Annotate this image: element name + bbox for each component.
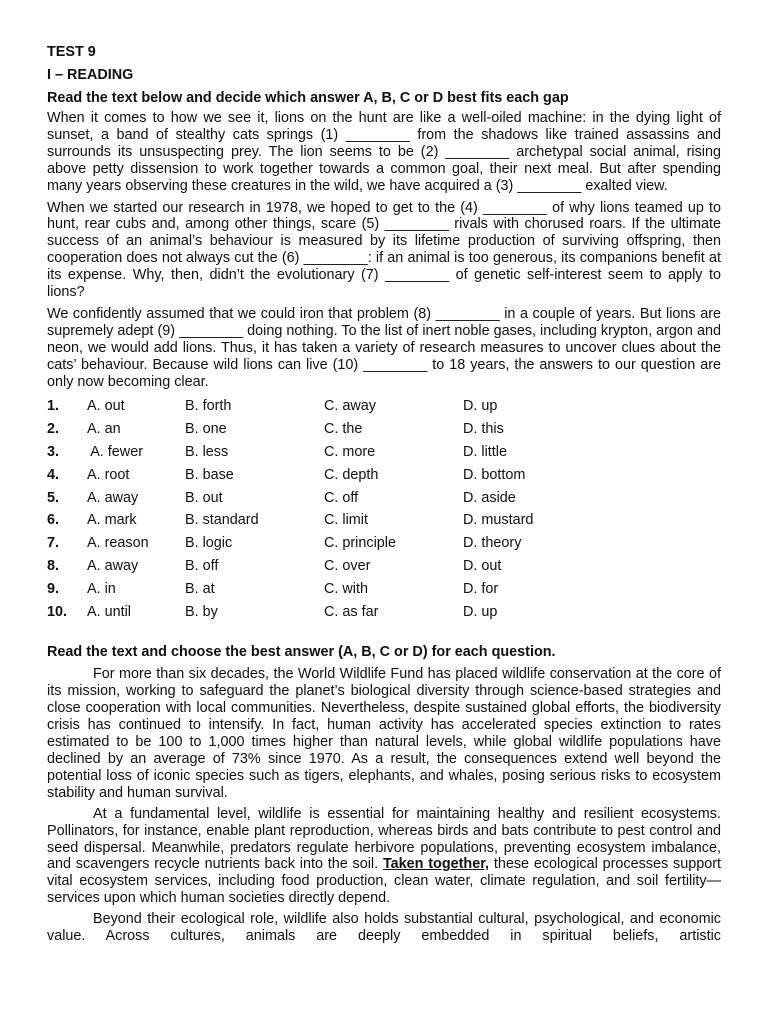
option-a: A. away	[87, 558, 139, 575]
option-a: A. fewer	[87, 444, 143, 461]
question-number: 1.	[47, 398, 60, 415]
article-paragraph: Beyond their ecological role, wildlife also holds substantial cultural, psychological, and economic value. Across cultures, animals are deeply embedded in spiritual beliefs, artistic	[47, 911, 721, 945]
option-c: C. more	[324, 444, 376, 461]
option-d: D. mustard	[463, 512, 534, 529]
question-number: 9.	[47, 580, 60, 597]
option-b: B. standard	[185, 512, 259, 529]
section-title: I – READING	[47, 67, 134, 83]
paragraph-text: At a fundamental level, wildlife is essential for maintaining healthy and resilient ecosystems. Pollinators, for instance, enable plant reproduction, whereas birds and bats contribute to pest control and seed dispersal. Meanwhile, predators regulate herbivore populations, preventing ecosystem imbalance, and scavengers recycle nutrients back into the soil.	[47, 805, 721, 873]
option-b: B. off	[185, 558, 219, 575]
article-paragraph	[47, 806, 721, 907]
option-a: A. until	[87, 603, 131, 620]
option-a: A. away	[87, 489, 139, 506]
option-b: B. one	[185, 421, 227, 438]
test-title: TEST 9	[47, 44, 96, 60]
option-b: B. at	[185, 580, 215, 597]
option-c: C. limit	[324, 512, 368, 529]
option-a: A. mark	[87, 512, 137, 529]
option-d: D. little	[463, 444, 507, 461]
option-b: B. by	[185, 603, 218, 620]
question-row	[47, 418, 583, 441]
part1-instruction: Read the text below and decide which answer A, B, C or D best fits each gap	[47, 90, 569, 106]
option-d: D. for	[463, 580, 499, 597]
emphasized-phrase: Taken together,	[382, 856, 490, 873]
question-row	[47, 487, 583, 510]
option-a: A. out	[87, 398, 125, 415]
question-row	[47, 555, 583, 578]
question-number: 3.	[47, 444, 60, 461]
question-row	[47, 509, 583, 532]
option-a: A. an	[87, 421, 121, 438]
option-d: D. bottom	[463, 466, 526, 483]
question-number: 2.	[47, 421, 60, 438]
question-row	[47, 601, 583, 624]
part2-instruction: Read the text and choose the best answer (A, B, C or D) for each question.	[47, 644, 556, 661]
option-b: B. out	[185, 489, 223, 506]
passage-paragraph: We confidently assumed that we could iron that problem (8) ________ in a couple of years. But lions are supremely adept (9) ________ doing nothing. To the list of inert noble gases, including krypton, argon and neon, we would add lions. Thus, it has taken a variety of research measures to uncover clues about the cats’ behaviour. Because wild lions can live (10) ________ to 18 years, the answers to our question are only now becoming clear.	[47, 305, 721, 390]
question-number: 8.	[47, 558, 60, 575]
answer-options-table	[47, 396, 583, 624]
article-paragraph: For more than six decades, the World Wildlife Fund has placed wildlife conservation at the core of its mission, working to safeguard the planet’s biological diversity through science-based strategies and close cooperation with local communities. Nevertheless, despite sustained global efforts, the biodiversity crisis has continued to intensify. In fact, human activity has accelerated species extinction to rates estimated to be 100 to 1,000 times higher than natural levels, while global wildlife populations have declined by an average of 73% since 1970. As a result, the consequences extend well beyond the potential loss of iconic species such as tigers, elephants, and whales, posing serious risks to ecosystem stability and human survival.	[47, 666, 721, 801]
option-d: D. up	[463, 398, 498, 415]
passage-paragraph: When it comes to how we see it, lions on the hunt are like a well-oiled machine: in the dying light of sunset, a band of stealthy cats springs (1) ________ from the shadows like trained assassins and surrounds its unsuspecting prey. The lion seems to be (2) ________ archetypal social animal, rising above petty dissension to work together towards a common goal, their next meal. But after spending many years observing these creatures in the wild, we have acquired a (3) ________ exalted view.	[47, 110, 721, 194]
question-row	[47, 441, 583, 464]
option-b: B. less	[185, 444, 229, 461]
passage-paragraph: When we started our research in 1978, we hoped to get to the (4) ________ of why lions teamed up to hunt, rear cubs and, among other things, scare (5) ________ rivals with chorused roars. If the ultimate success of an animal’s behaviour is measured by its lifetime production of surviving offspring, then cooperation does not always cut the (6) ________: if an animal is too generous, its companions benefit at its expense. Why, then, didn’t the evolutionary (7) ________ of genetic self-interest seem to apply to lions?	[47, 199, 721, 301]
option-c: C. the	[324, 421, 363, 438]
question-row	[47, 464, 583, 487]
option-a: A. in	[87, 580, 116, 597]
paragraph-text: these ecological processes support vital ecosystem services, including food production, clean water, climate regulation, and soil fertility—services upon which human societies directly depend.	[47, 856, 721, 907]
question-number: 6.	[47, 512, 60, 529]
question-number: 4.	[47, 466, 60, 483]
option-b: B. logic	[185, 535, 233, 552]
question-number: 7.	[47, 535, 60, 552]
option-d: D. up	[463, 603, 498, 620]
option-b: B. base	[185, 466, 234, 483]
option-c: C. principle	[324, 535, 396, 552]
question-row	[47, 578, 583, 601]
option-d: D. out	[463, 558, 502, 575]
option-d: D. theory	[463, 535, 522, 552]
question-number: 5.	[47, 489, 60, 506]
option-c: C. off	[324, 489, 359, 506]
option-c: C. depth	[324, 466, 379, 483]
option-c: C. over	[324, 558, 371, 575]
option-a: A. root	[87, 466, 130, 483]
option-d: D. aside	[463, 489, 516, 506]
question-row	[47, 532, 583, 555]
option-b: B. forth	[185, 398, 232, 415]
question-row	[47, 396, 583, 419]
question-number: 10.	[47, 603, 68, 620]
option-c: C. with	[324, 580, 368, 597]
option-c: C. as far	[324, 603, 379, 620]
option-a: A. reason	[87, 535, 149, 552]
option-d: D. this	[463, 421, 504, 438]
option-c: C. away	[324, 398, 376, 415]
